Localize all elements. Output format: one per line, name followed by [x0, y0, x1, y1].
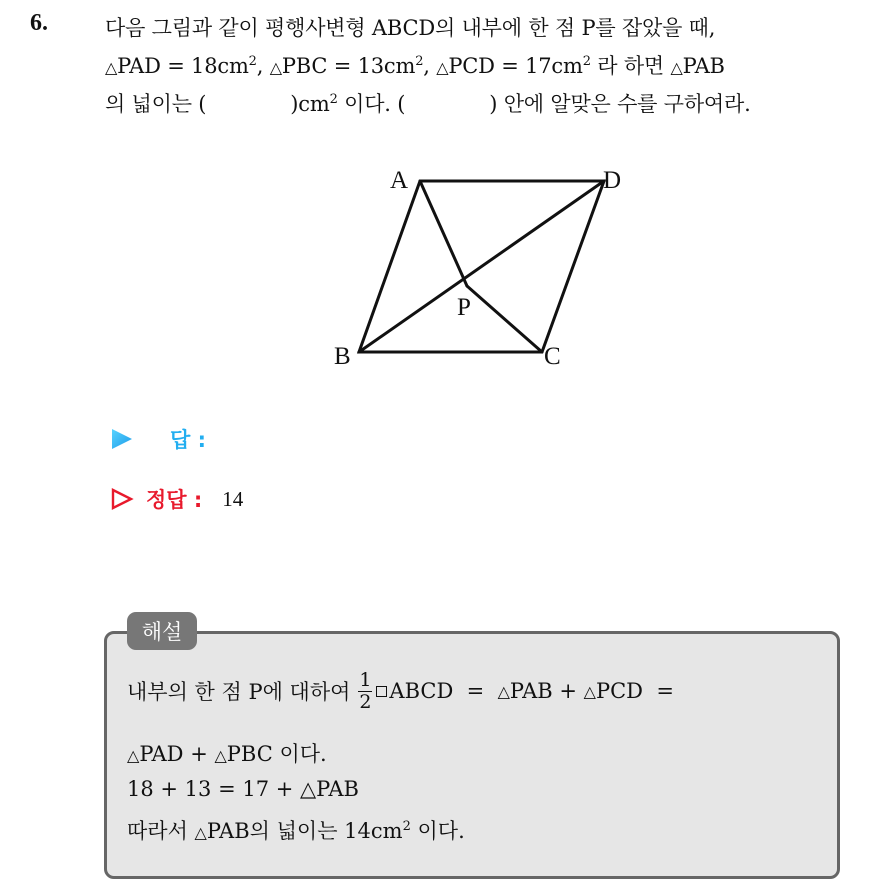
q-unit: )cm — [290, 92, 330, 116]
expl-pab: PAB + — [509, 679, 584, 704]
parallelogram-symbol-icon — [376, 686, 387, 697]
segment-ap — [420, 181, 467, 286]
explanation-line3: 18 + 13 = 17 + △PAB — [127, 777, 359, 801]
explanation-tag: 해설 — [127, 612, 197, 650]
sup-2: 2 — [582, 54, 591, 69]
question-number: 6. — [30, 10, 48, 36]
triangle-icon: △ — [497, 681, 510, 701]
triangle-icon: △ — [670, 58, 683, 77]
answer-prompt-label: 답 : — [170, 428, 206, 452]
fraction-numerator: 1 — [359, 669, 372, 691]
answer-value: 14 — [222, 486, 244, 511]
expl-pbc: PBC 이다. — [226, 742, 327, 766]
play-icon — [110, 427, 134, 451]
explanation-line4 — [127, 815, 465, 845]
expl-end: 이다. — [410, 819, 465, 843]
q-instruction: ) 안에 알맞은 수를 구하여라. — [489, 92, 751, 116]
comma: , — [423, 54, 437, 78]
sup-2: 2 — [415, 54, 424, 69]
triangle-icon: △ — [194, 823, 207, 842]
explanation-line2 — [127, 738, 327, 768]
expl-pad: PAD + — [139, 742, 215, 766]
sup-2: 2 — [248, 54, 257, 69]
label-a: A — [390, 167, 409, 194]
label-p: P — [457, 294, 471, 321]
triangle-icon: △ — [105, 58, 118, 77]
answer-row — [110, 484, 243, 514]
segment-bd — [359, 181, 604, 352]
answer-prompt-row — [110, 424, 206, 454]
fraction-one-half — [358, 670, 372, 713]
q-pab: PAB — [682, 54, 725, 78]
segment-pc — [467, 286, 542, 352]
expl-result: PAB의 넓이는 14cm — [206, 819, 403, 843]
parallelogram-figure — [0, 0, 884, 400]
q-area-text: 의 넓이는 ( — [105, 92, 207, 116]
label-c: C — [544, 343, 561, 370]
expl-pcd: PCD = — [595, 679, 674, 704]
explanation-line1 — [127, 670, 674, 713]
label-d: D — [603, 167, 622, 194]
expl-therefore: 따라서 — [127, 819, 195, 843]
answer-label: 정답 : — [146, 488, 203, 512]
expl-intro: 내부의 한 점 P에 대하여 — [127, 680, 351, 705]
q-is: 이다. ( — [337, 92, 406, 116]
q-then: 라 하면 — [590, 54, 671, 78]
q-pad: PAD = 18cm — [117, 54, 249, 78]
question-text-line1: 다음 그림과 같이 평행사변형 ABCD의 내부에 한 점 P를 잡았을 때, — [105, 16, 716, 40]
expl-abcd: ABCD = — [389, 679, 498, 704]
triangle-icon: △ — [214, 746, 227, 765]
outline-play-icon — [110, 487, 134, 511]
triangle-icon: △ — [127, 746, 140, 765]
comma: , — [256, 54, 270, 78]
sup-2: 2 — [329, 92, 338, 107]
triangle-icon: △ — [583, 681, 596, 701]
q-pbc: PBC = 13cm — [281, 54, 416, 78]
label-b: B — [334, 343, 351, 370]
fraction-denominator: 2 — [359, 690, 372, 713]
q-pcd: PCD = 17cm — [448, 54, 583, 78]
sup-2: 2 — [402, 819, 411, 834]
triangle-icon: △ — [269, 58, 282, 77]
triangle-icon: △ — [436, 58, 449, 77]
